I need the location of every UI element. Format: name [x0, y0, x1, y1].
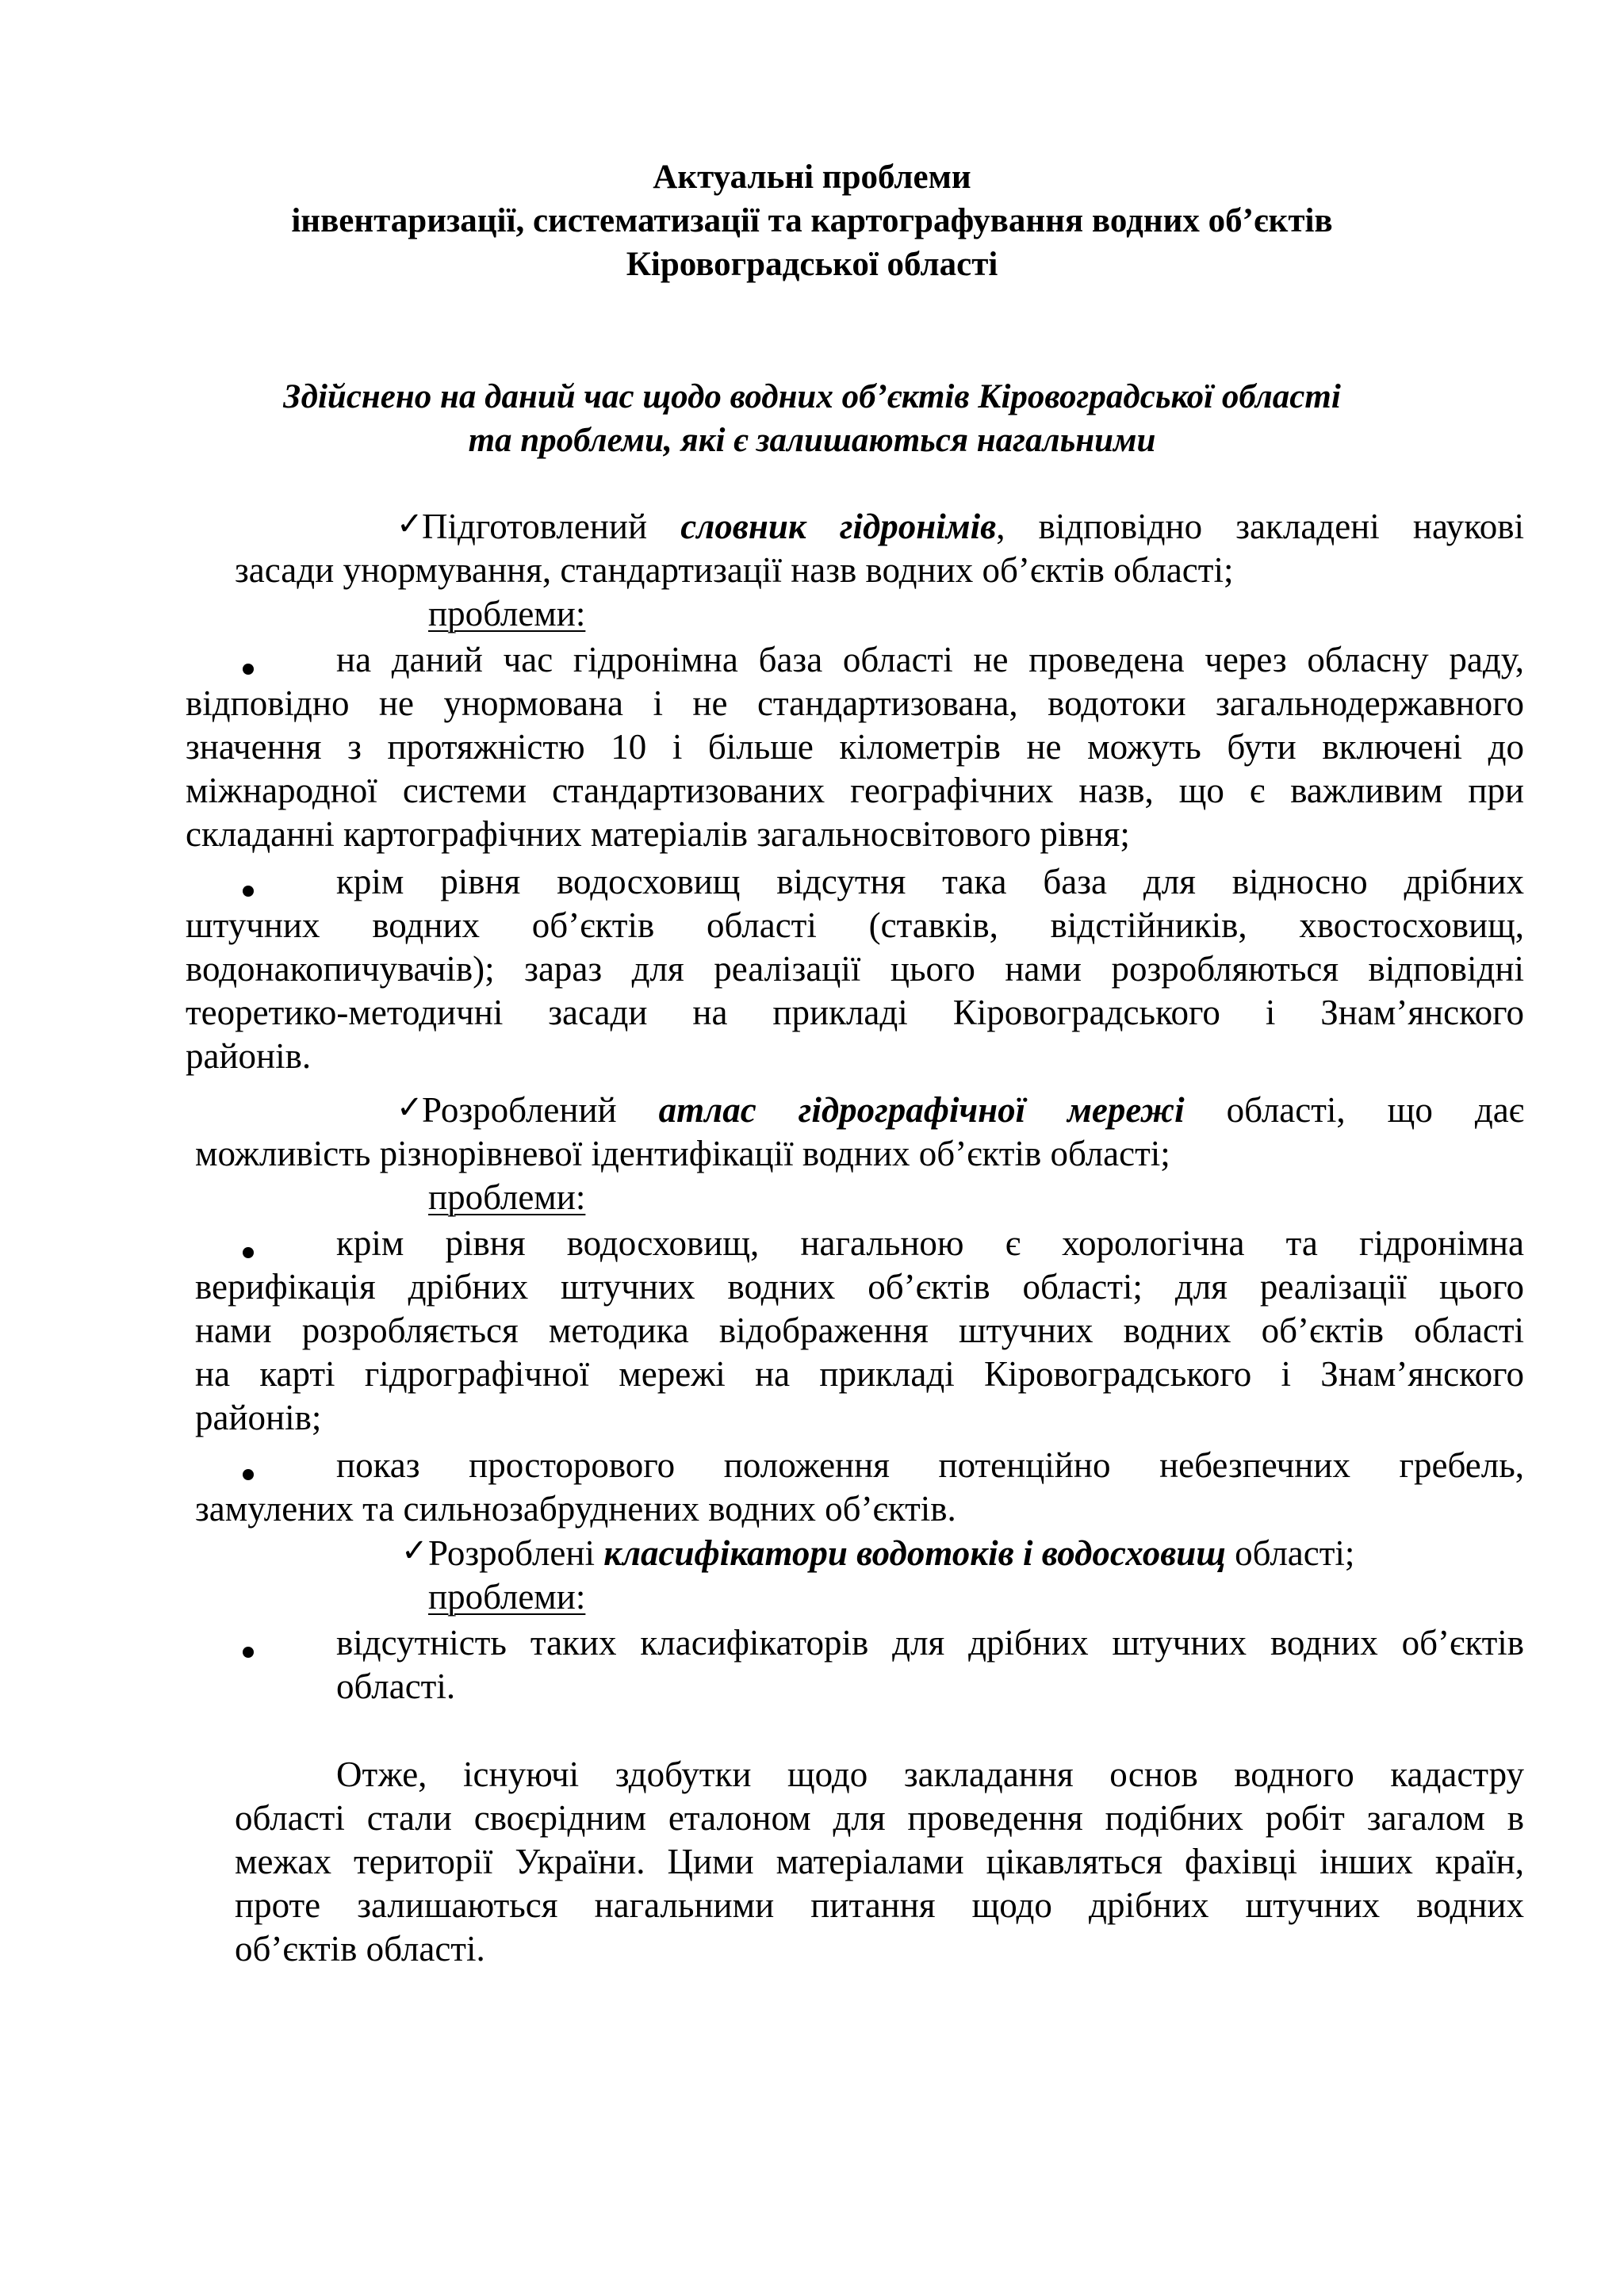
item1-bullet2-line2: штучних водних об’єктів області (ставків, відстійників, хвостосховищ, — [186, 905, 1524, 945]
item2-heading: Розроблений атлас гідрографічної мережі області, що дає — [422, 1090, 1524, 1130]
item3-emphasis: класифікатори водотоків і водосховищ — [603, 1533, 1226, 1573]
subtitle-line-2: та проблеми, які є залишаються нагальними — [468, 422, 1156, 459]
item1-emphasis: словник гідронімів — [680, 507, 997, 546]
checkmark-icon: ✓ — [396, 506, 423, 542]
checkmark-icon: ✓ — [401, 1533, 428, 1569]
item2-bullet2-line2: замулених та сильнозабруднених водних об’єктів. — [195, 1489, 956, 1529]
item1-bullet1-line4: міжнародної системи стандартизованих географічних назв, що є важливим при — [186, 771, 1524, 810]
conclusion-line4: проте залишаються нагальними питання щодо дрібних штучних водних — [235, 1885, 1524, 1925]
item1-bullet1-line1: на даний час гідронімна база області не проведена через обласну раду, — [336, 640, 1524, 679]
title-line-3: Кіровоградської області — [626, 246, 998, 283]
item1-bullet1-line2: відповідно не унормована і не стандартизована, водотоки загальнодержавного — [186, 683, 1524, 723]
item3-bullet1-line1: відсутність таких класифікаторів для дрібних штучних водних об’єктів — [336, 1623, 1524, 1663]
item2-bullet1-line3: нами розробляється методика відображення штучних водних об’єктів області — [195, 1311, 1524, 1350]
conclusion-line2: області стали своєрідним еталоном для проведення подібних робіт загалом в — [235, 1798, 1524, 1838]
item2-problems-label: проблеми: — [428, 1177, 586, 1217]
item3-problems-label: проблеми: — [428, 1577, 586, 1617]
item1-heading-line2: засади унормування, стандартизації назв водних об’єктів області; — [235, 550, 1234, 590]
item3-heading: Розроблені класифікатори водотоків і водосховищ області; — [428, 1533, 1355, 1573]
bullet-icon — [243, 1647, 254, 1658]
title-line-2: інвентаризації, систематизації та картографування водних об’єктів — [291, 202, 1333, 239]
document-subtitle — [0, 375, 1624, 462]
conclusion-line5: об’єктів області. — [235, 1929, 485, 1969]
subtitle-line-1: Здійснено на даний час щодо водних об’єктів Кіровоградської області — [283, 378, 1341, 415]
conclusion-line3: межах території України. Цими матеріалами цікавляться фахівці інших країн, — [235, 1842, 1524, 1881]
bullet-icon — [243, 664, 254, 675]
item1-bullet2-line1: крім рівня водосховищ відсутня така база для відносно дрібних — [336, 862, 1524, 901]
bullet-icon — [243, 886, 254, 897]
item2-bullet1-line2: верифікація дрібних штучних водних об’єктів області; для реалізації цього — [195, 1267, 1524, 1307]
item2-heading-line2: можливість різнорівневої ідентифікації водних об’єктів області; — [195, 1134, 1170, 1173]
item2-bullet1-line1: крім рівня водосховищ, нагальною є хорологічна та гідронімна — [336, 1223, 1524, 1263]
checkmark-icon: ✓ — [396, 1089, 423, 1126]
item2-emphasis: атлас гідрографічної мережі — [658, 1090, 1185, 1130]
title-line-1: Актуальні проблеми — [653, 159, 971, 196]
item1-bullet2-line5: районів. — [186, 1036, 312, 1076]
item2-bullet2-line1: показ просторового положення потенційно небезпечних гребель, — [336, 1445, 1524, 1485]
item1-bullet1-line5: складанні картографічних матеріалів загальносвітового рівня; — [186, 814, 1130, 854]
bullet-icon — [243, 1247, 254, 1258]
document-title — [0, 155, 1624, 286]
item1-bullet1-line3: значення з протяжністю 10 і більше кілометрів не можуть бути включені до — [186, 727, 1524, 767]
item2-bullet1-line4: на карті гідрографічної мережі на прикладі Кіровоградського і Знам’янского — [195, 1354, 1524, 1394]
item1-bullet2-line4: теоретико-методичні засади на прикладі Кіровоградського і Знам’янского — [186, 993, 1524, 1032]
conclusion-line1: Отже, існуючі здобутки щодо закладання основ водного кадастру — [336, 1755, 1524, 1794]
item1-heading: Підготовлений словник гідронімів, відповідно закладені наукові — [422, 507, 1525, 546]
item2-bullet1-line5: районів; — [195, 1398, 322, 1437]
bullet-icon — [243, 1469, 254, 1480]
item1-bullet2-line3: водонакопичувачів); зараз для реалізації цього нами розробляються відповідні — [186, 949, 1524, 989]
item3-bullet1-line2: області. — [336, 1667, 456, 1706]
item1-problems-label: проблеми: — [428, 594, 586, 633]
